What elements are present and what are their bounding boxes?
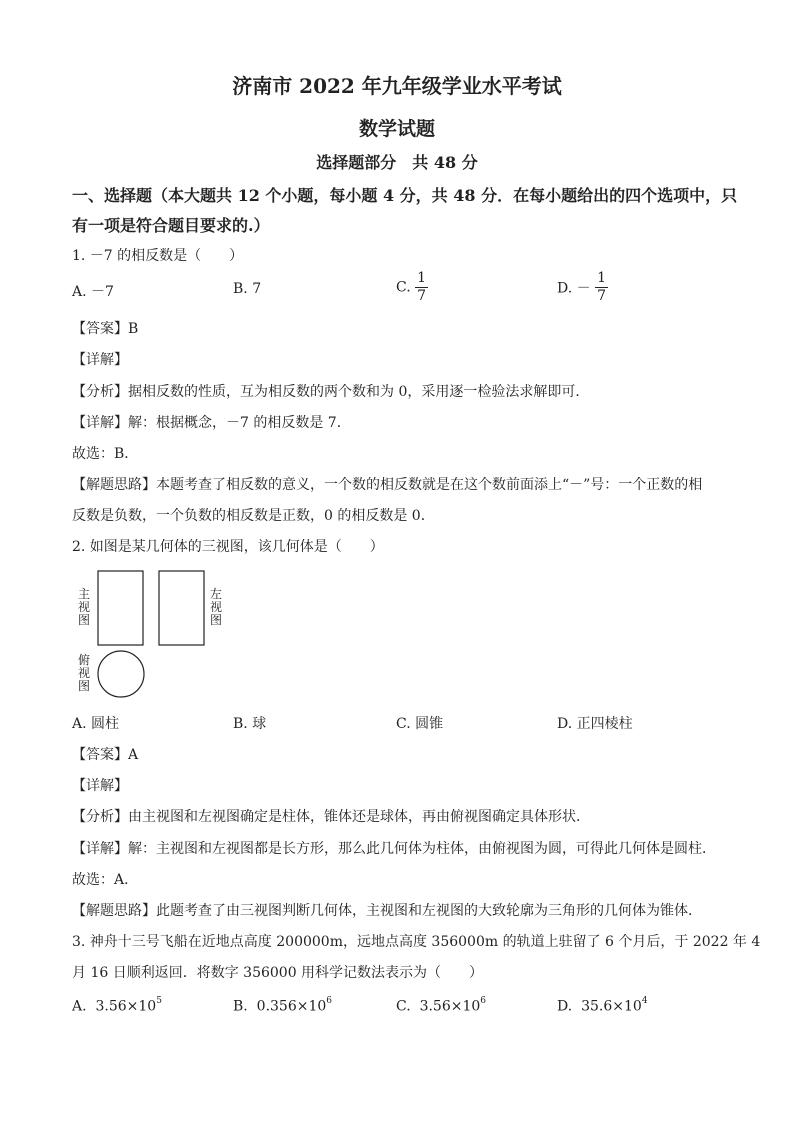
q2-option-b: B. 球 xyxy=(233,716,267,732)
q1-option-c-prefix: C. xyxy=(396,279,411,296)
q2-option-c: C. 圆锥 xyxy=(396,716,444,732)
q2-solution: 【详解】解：主视图和左视图都是长方形，那么此几何体为柱体，由俯视图为圆，可得此几何体是圆柱． xyxy=(72,841,716,857)
exam-title: 济南市 2022 年九年级学业水平考试 xyxy=(232,74,562,98)
q3-option-a-base: 3.56×10 xyxy=(95,998,157,1015)
q2-stem: 2. 如图是某几何体的三视图，该几何体是（ ） xyxy=(72,539,384,555)
q1-option-d-numerator: 1 xyxy=(597,270,607,286)
q1-solution: 【详解】解：根据概念，－7 的相反数是 7． xyxy=(72,415,351,431)
part1-instructions-line1: 一、选择题（本大题共 12 个小题，每小题 4 分，共 48 分．在每小题给出的四个选项中，只 xyxy=(72,186,738,205)
exam-subtitle: 数学试题 xyxy=(358,118,435,140)
top-view-label: 俯视图 xyxy=(77,653,90,693)
q1-option-c xyxy=(396,270,428,305)
q2-idea: 【解题思路】此题考查了由三视图判断几何体，主视图和左视图的大致轮廓为三角形的几何体为锥体． xyxy=(72,903,702,919)
q1-option-d-prefix: D. － xyxy=(557,280,591,297)
q3-option-b-exponent: 6 xyxy=(326,996,333,1006)
part1-instructions-line2: 有一项是符合题目要求的.） xyxy=(72,216,270,235)
q3-option-d-prefix: D. xyxy=(557,998,573,1015)
q3-option-b xyxy=(233,998,332,1015)
q1-option-d-fraction xyxy=(595,270,608,305)
q1-option-c-numerator: 1 xyxy=(417,270,427,286)
q2-choose: 故选：A． xyxy=(72,872,139,888)
q2-analysis: 【分析】由主视图和左视图确定是柱体，锥体还是球体，再由俯视图确定具体形状． xyxy=(72,809,590,825)
q1-option-c-denominator: 7 xyxy=(417,288,427,304)
q3-option-b-base: 0.356×10 xyxy=(256,998,327,1015)
q1-detail-tag: 【详解】 xyxy=(72,352,128,368)
left-view-label: 左视图 xyxy=(209,587,222,627)
q1-option-a: A. －7 xyxy=(72,284,114,300)
q1-option-d-denominator: 7 xyxy=(597,288,607,304)
q2-option-a: A. 圆柱 xyxy=(72,716,120,732)
three-view-drawing xyxy=(72,568,232,703)
section-heading: 选择题部分 共 48 分 xyxy=(316,153,478,172)
q3-option-c-prefix: C. xyxy=(396,998,411,1015)
q3-option-a-exponent: 5 xyxy=(156,996,162,1006)
q1-choose: 故选：B． xyxy=(72,446,139,462)
q1-answer: 【答案】B xyxy=(72,321,139,337)
q1-option-b: B. 7 xyxy=(233,281,262,297)
q1-stem: 1. －7 的相反数是（ ） xyxy=(72,248,244,264)
q3-stem-line2: 月 16 日顺利返回．将数字 356000 用科学记数法表示为（ ） xyxy=(72,965,484,981)
q3-option-c-base: 3.56×10 xyxy=(419,998,481,1015)
q3-stem-line1: 3. 神舟十三号飞船在近地点高度 200000m，远地点高度 356000m 的轨道上驻留了 6 个月后，于 2022 年 4 xyxy=(72,934,761,950)
q3-option-d xyxy=(557,998,648,1015)
q2-answer: 【答案】A xyxy=(72,747,139,763)
q1-option-c-fraction xyxy=(415,270,428,305)
left-view-rectangle xyxy=(159,571,204,645)
q3-option-d-exponent: 4 xyxy=(641,996,648,1006)
front-view-label: 主视图 xyxy=(77,587,90,627)
q3-option-d-base: 35.6×10 xyxy=(581,998,642,1015)
q3-option-b-prefix: B. xyxy=(233,998,248,1015)
q2-option-d: D. 正四棱柱 xyxy=(557,716,633,732)
q1-idea-line2: 反数是负数，一个负数的相反数是正数，0 的相反数是 0． xyxy=(72,508,435,524)
q3-option-c xyxy=(396,998,486,1015)
q3-option-c-exponent: 6 xyxy=(480,996,487,1006)
top-view-circle xyxy=(98,651,144,697)
three-view-figure xyxy=(72,568,232,703)
q3-option-a xyxy=(72,998,162,1015)
q3-option-a-prefix: A. xyxy=(72,998,87,1015)
front-view-rectangle xyxy=(98,571,143,645)
q1-option-d xyxy=(557,270,608,305)
q2-detail-tag: 【详解】 xyxy=(72,778,128,794)
q1-analysis: 【分析】据相反数的性质，互为相反数的两个数和为 0，采用逐一检验法求解即可． xyxy=(72,384,590,400)
q1-idea-line1: 【解题思路】本题考查了相反数的意义，一个数的相反数就是在这个数前面添上“－”号：一个正数的相 xyxy=(72,477,703,493)
